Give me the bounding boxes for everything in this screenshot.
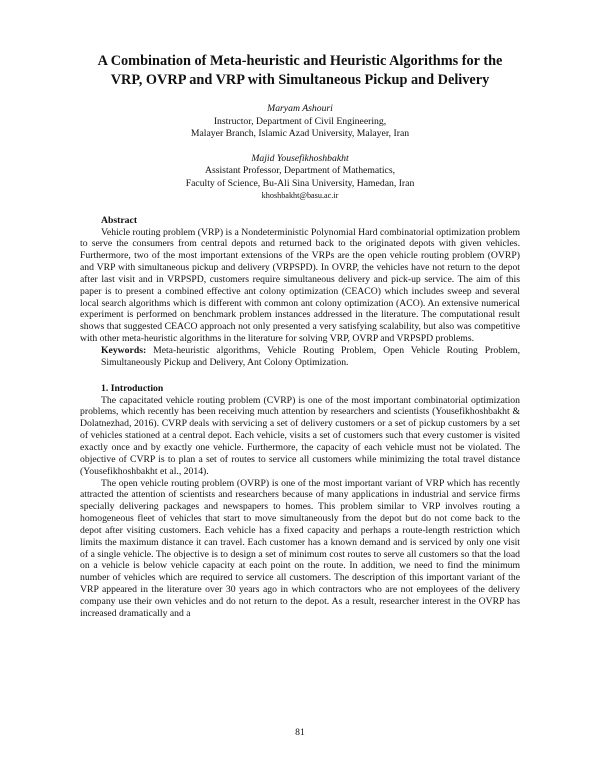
page-content — [80, 52, 520, 620]
title-line-2: VRP, OVRP and VRP with Simultaneous Pickup and Delivery — [110, 72, 490, 88]
abstract-text: Vehicle routing problem (VRP) is a Nondeterministic Polynomial Hard combinatorial optimization problem to serve the consumers from central depots and returned back to the originated depots with given vehicles. Furthermore, two of the most important extensions of the VRPs are the open vehicle routing problem (OVRP) and VRP with simultaneous pickup and delivery (VRPSPD). In OVRP, the vehicles have not return to the depot after last visit and in VRPSPD, customers require simultaneous delivery and pick-up service. The aim of this paper is to present a combined effective ant colony optimization (CEACO) which includes sweep and several local search algorithms which is different with common ant colony optimization (ACO). An extensive numerical experiment is performed on benchmark problem instances addressed in the literature. The computational result shows that suggested CEACO approach not only presented a very satisfying scalability, but also was competitive with other meta-heuristic algorithms in the literature for solving VRP, OVRP and VRPSPD problems. — [80, 226, 520, 345]
abstract-heading: Abstract — [101, 214, 138, 226]
author-1-role: Instructor, Department of Civil Engineering, — [213, 115, 387, 127]
keywords-label: Keywords: — [101, 344, 147, 356]
keywords-text: Meta-heuristic algorithms, Vehicle Routing Problem, Open Vehicle Routing Problem, Simultaneously Pickup and Delivery, Ant Colony Optimization. — [101, 344, 521, 368]
author-2-role: Assistant Professor, Department of Mathematics, — [204, 165, 396, 176]
keywords-paragraph — [101, 345, 520, 369]
author-2-name: Majid Yousefikhoshbakht — [251, 152, 349, 164]
introduction-paragraph-2: The open vehicle routing problem (OVRP) is one of the most important variant of VRP which has recently attracted the attention of scientists and researchers because of many applications in industrial and service firms specially delivering packages and newspapers to homes. This problem similar to VRP involves routing a homogeneous fleet of vehicles that start to move simultaneously from the depot but do not come back to the depot after visiting customers. Each vehicle has a fixed capacity and perhaps a route-length restriction which limits the maximum distance it can travel. Each customer has a known demand and is serviced by only one visit of a single vehicle. The objective is to design a set of minimum cost routes to serve all customers so that the load on a vehicle is below vehicle capacity at each point on the route. In addition, we need to find the minimum number of vehicles which are required to service all customers. The description of this important variant of the VRP appeared in the literature over 30 years ago in which contractors who are not employees of the delivery company use their own vehicles and do not return to the depot. As a result, researcher interest in the OVRP has increased dramatically and a — [80, 477, 520, 619]
author-1-name: Maryam Ashouri — [267, 103, 333, 114]
author-2-block — [80, 153, 520, 203]
paper-title — [80, 52, 520, 90]
page-number: 81 — [295, 727, 305, 738]
title-line-1: A Combination of Meta-heuristic and Heuristic Algorithms for the — [97, 53, 503, 69]
introduction-paragraph-1: The capacitated vehicle routing problem (CVRP) is one of the most important combinatorial optimization problems, which recently has been receiving much attention by researchers and scientists (Yousefikhoshbakht & Dolatnezhad, 2016). CVRP deals with servicing a set of delivery customers or a set of pickup customers by a set of vehicles stationed at a central depot. Each vehicle, visits a set of customers such that every customer is visited exactly once and by exactly one vehicle. Furthermore, the capacity of each vehicle must not be violated. The objective of CVRP is to plan a set of routes to service all customers while minimizing the total travel distance (Yousefikhoshbakht et al., 2014). — [80, 394, 520, 477]
author-2-affiliation: Faculty of Science, Bu-Ali Sina University, Hamedan, Iran — [185, 177, 415, 189]
author-1-affiliation: Malayer Branch, Islamic Azad University, Malayer, Iran — [190, 128, 410, 139]
author-1-block — [80, 103, 520, 141]
author-2-email: khoshbakht@basu.ac.ir — [261, 191, 339, 200]
introduction-heading: 1. Introduction — [101, 382, 164, 394]
